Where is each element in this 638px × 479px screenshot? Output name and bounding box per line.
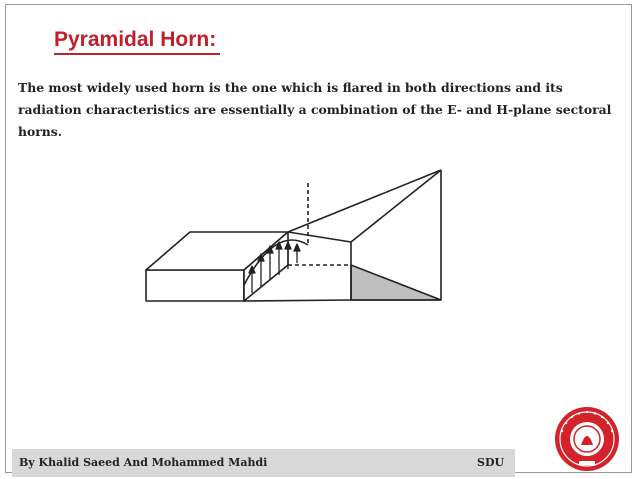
slide-body-text: The most widely used horn is the one which is flared in both directions and its radiation characteristics are essentially a combination of the E- and H-plane sectoral horns.	[18, 80, 612, 139]
slide	[5, 4, 632, 473]
footer-bar	[12, 449, 515, 477]
footer-authors: By Khalid Saeed And Mohammed Mahdi	[19, 456, 268, 469]
slide-title: Pyramidal Horn:	[54, 27, 220, 55]
pyramidal-horn-diagram	[136, 165, 466, 345]
footer-org: SDU	[477, 456, 505, 469]
waveguide-front-face	[146, 270, 244, 301]
horn-shaded-face	[351, 265, 441, 300]
university-seal-icon	[553, 405, 621, 473]
